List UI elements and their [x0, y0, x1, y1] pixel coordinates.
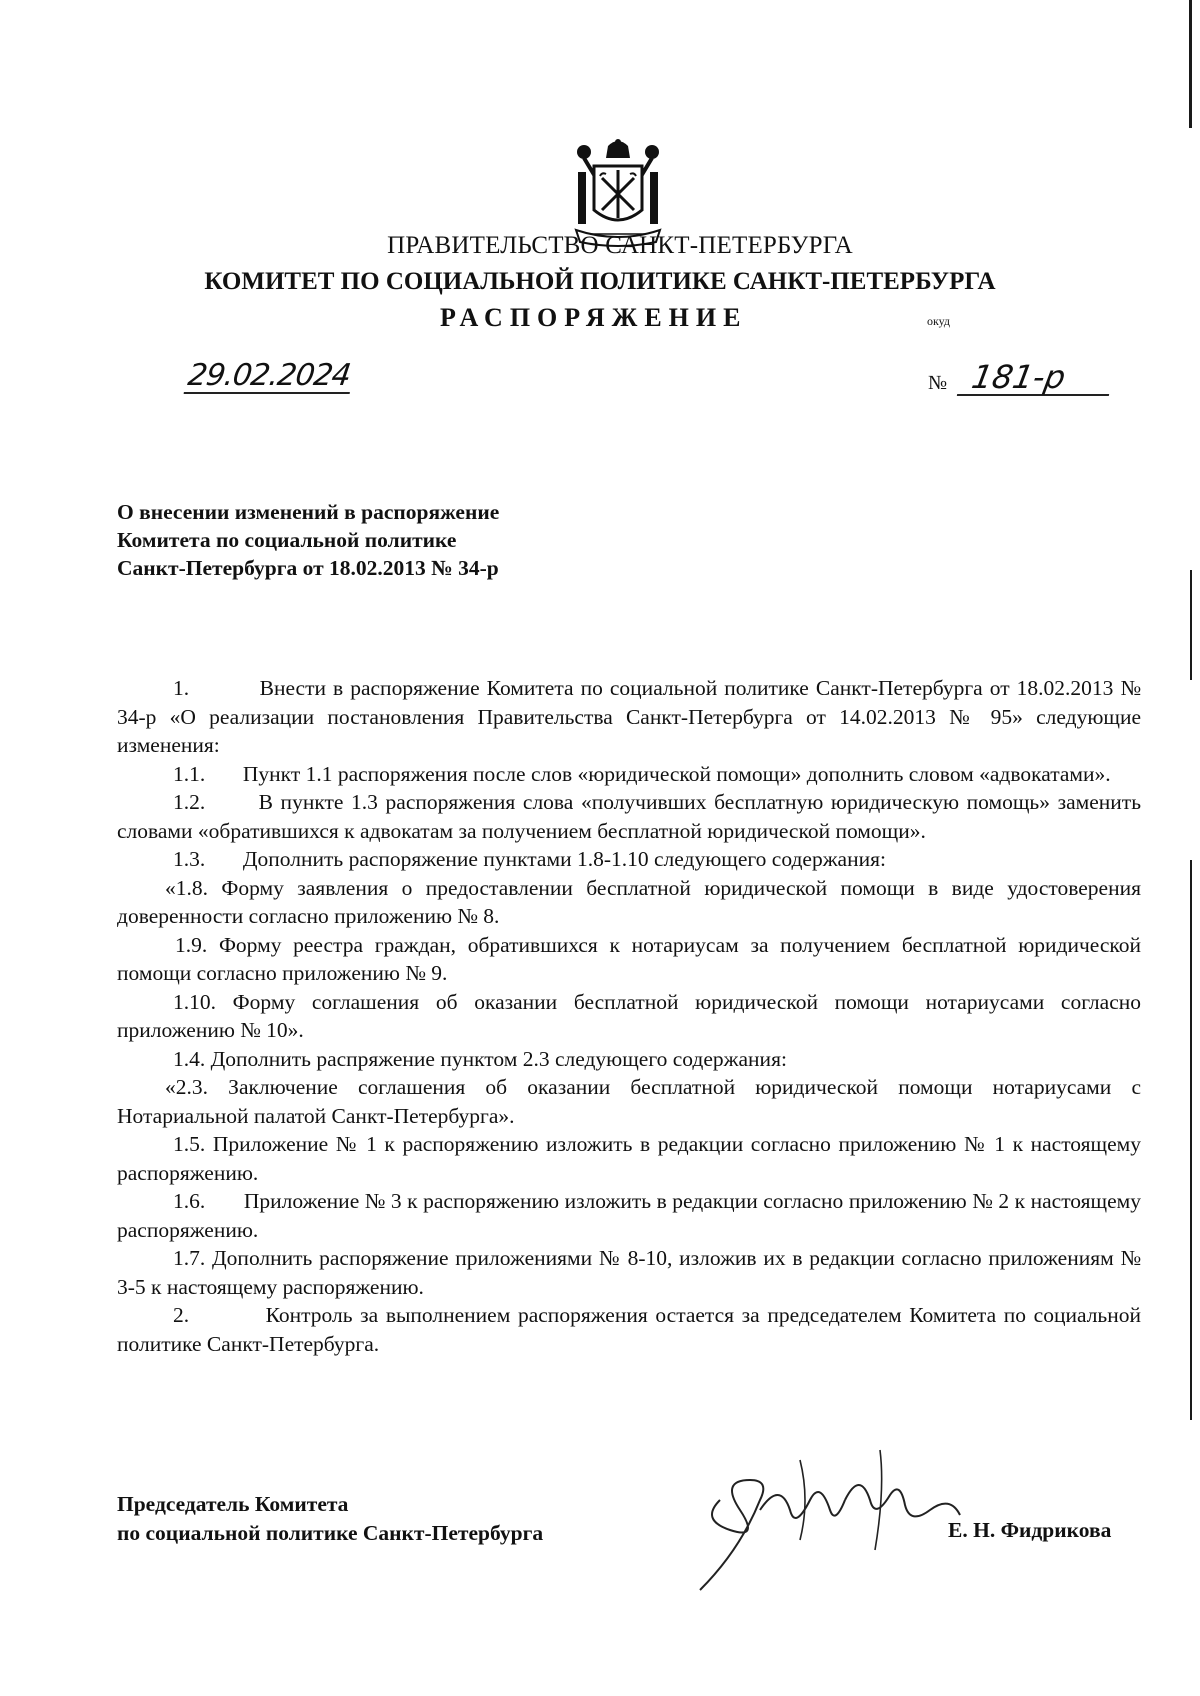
body-paragraph: «1.8. Форму заявления о предоставлении бесплатной юридической помощи в виде удостоверения доверенности согласно приложению № 8. — [117, 875, 1141, 928]
government-title: ПРАВИТЕЛЬСТВО САНКТ-ПЕТЕРБУРГА — [387, 232, 853, 259]
document-number: 181-р — [957, 360, 1115, 396]
body-paragraph: 1.5. Приложение № 1 к распоряжению изложить в редакции согласно приложению № 1 к настоящему распоряжению. — [117, 1132, 1141, 1185]
body-paragraph: «2.3. Заключение соглашения об оказании бесплатной юридической помощи нотариусами с Нотариальной палатой Санкт-Петербурга». — [117, 1075, 1141, 1128]
committee-title: КОМИТЕТ ПО СОЦИАЛЬНОЙ ПОЛИТИКЕ САНКТ-ПЕТЕРБУРГА — [204, 268, 996, 295]
body-paragraph: 1.2. В пункте 1.3 распоряжения слова «получивших бесплатную юридическую помощь» заменить словами «обратившихся к адвокатам за получением бесплатной юридической помощи». — [117, 790, 1141, 843]
body-paragraph: 2. Контроль за выполнением распоряжения остается за председателем Комитета по социальной политике Санкт-Петербурга. — [117, 1303, 1141, 1356]
document-body — [117, 674, 1141, 1358]
scan-edge-mark — [1190, 860, 1192, 1420]
body-paragraph: 1.9. Форму реестра граждан, обратившихся к нотариусам за получением бесплатной юридической помощи согласно приложению № 9. — [117, 932, 1141, 985]
subject-line: Комитета по социальной политике — [117, 528, 457, 552]
body-paragraph: 1.7. Дополнить распоряжение приложениями № 8-10, изложив их в редакции согласно приложениям № 3-5 к настоящему распоряжению. — [117, 1246, 1141, 1299]
body-paragraph: 1. Внести в распоряжение Комитета по социальной политике Санкт-Петербурга от 18.02.2013 № 34-р «О реализации постановления Правительства Санкт-Петербурга от 14.02.2013 № 95» следующие изменения: — [117, 676, 1141, 757]
position-line: Председатель Комитета — [117, 1492, 349, 1516]
okud-label: окуд — [927, 314, 951, 328]
handwritten-signature — [680, 1440, 980, 1600]
signatory-position — [117, 1490, 543, 1548]
signer-name: Е. Н. Фидрикова — [948, 1518, 1112, 1542]
document-subject — [117, 498, 499, 582]
subject-line: О внесении изменений в распоряжение — [117, 500, 500, 524]
body-paragraph: 1.1. Пункт 1.1 распоряжения после слов «юридической помощи» дополнить словом «адвокатами». — [173, 761, 1111, 786]
document-date: 29.02.2024 — [184, 360, 355, 394]
scan-edge-mark — [1189, 0, 1192, 128]
body-paragraph: 1.4. Дополнить распряжение пунктом 2.3 следующего содержания: — [173, 1046, 787, 1071]
position-line: по социальной политике Санкт-Петербурга — [117, 1521, 544, 1545]
body-paragraph: 1.6. Приложение № 3 к распоряжению изложить в редакции согласно приложению № 2 к настоящему распоряжению. — [117, 1189, 1141, 1242]
subject-line: Санкт-Петербурга от 18.02.2013 № 34-р — [117, 556, 499, 580]
number-label: № — [928, 372, 948, 394]
body-paragraph: 1.10. Форму соглашения об оказании бесплатной юридической помощи нотариусами согласно приложению № 10». — [117, 989, 1141, 1042]
document-type-title: РАСПОРЯЖЕНИЕ — [440, 303, 748, 332]
body-paragraph: 1.3. Дополнить распоряжение пунктами 1.8-1.10 следующего содержания: — [173, 847, 886, 871]
scan-edge-mark — [1190, 570, 1192, 680]
